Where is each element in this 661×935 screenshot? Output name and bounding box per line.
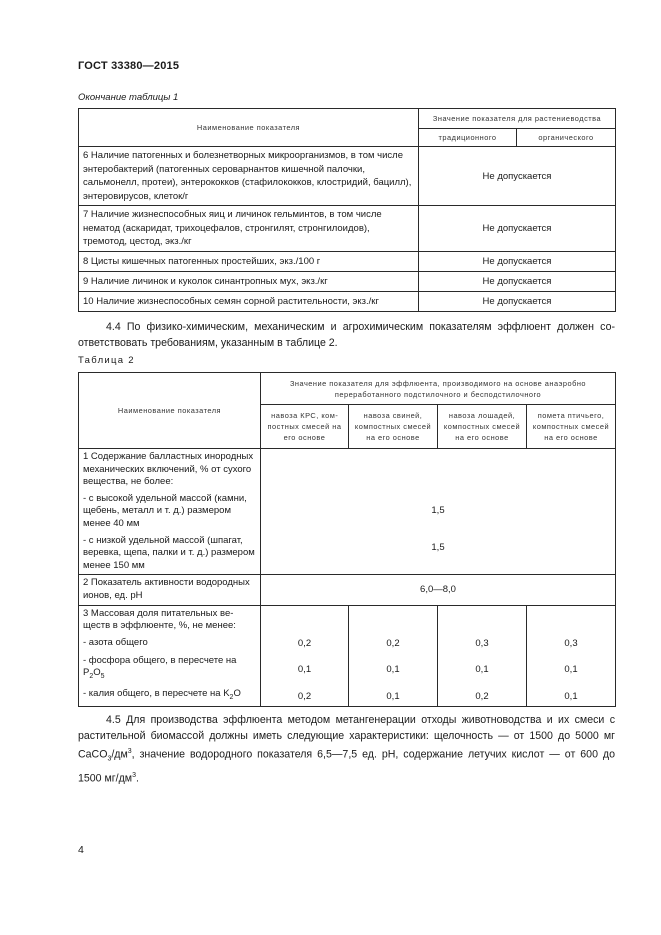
t1-row9-value: Не допускается bbox=[419, 272, 616, 292]
table2-caption: Таблица 2 bbox=[78, 355, 135, 366]
t2-row3-n-krs: 0,2 bbox=[261, 635, 349, 653]
table-1 bbox=[78, 108, 616, 312]
table-row bbox=[79, 605, 616, 635]
table-row bbox=[79, 292, 616, 312]
t2-row1-values bbox=[261, 449, 616, 575]
page-number: 4 bbox=[78, 844, 84, 856]
t1-col-org: органического bbox=[517, 129, 616, 147]
table-row bbox=[79, 653, 616, 686]
t2-row3-k-pigs: 0,1 bbox=[349, 686, 438, 707]
t2-row3-k-krs: 0,2 bbox=[261, 686, 349, 707]
paragraph-4-4: 4.4 По физико-химическим, механическим и агрохимическим показателям эффлюент должен соответствовать требованиям, указанным в таблице 2. bbox=[78, 321, 615, 349]
t2-row3-n-horses: 0,3 bbox=[438, 635, 527, 653]
t1-row7-name: 7 Наличие жизнеспособных яиц и личинок гельминтов, в том числе нематод (аскаридат, трихоцефалов, стронгилят, стронгилоидов), тремотод, цестод, экз./кг bbox=[79, 206, 419, 252]
t2-row3-p-krs: 0,1 bbox=[261, 653, 349, 686]
table-row bbox=[79, 686, 616, 707]
t1-col-group: Значение показателя для растениеводства bbox=[419, 109, 616, 129]
t2-row3-p-pigs: 0,1 bbox=[349, 653, 438, 686]
t2-row3-k-poultry: 0,1 bbox=[527, 686, 616, 707]
t2-col-name: Наименование показателя bbox=[79, 373, 261, 449]
t1-row10-name: 10 Наличие жизнеспособных семян сорной растительности, экз./кг bbox=[79, 292, 419, 312]
t2-row3-p-horses: 0,1 bbox=[438, 653, 527, 686]
table-row bbox=[79, 206, 616, 252]
t2-row2-name: 2 Показатель активности водородных ионов, ед. pH bbox=[79, 575, 261, 605]
t1-col-trad: традиционного bbox=[419, 129, 517, 147]
t2-row1-title: 1 Содержание балластных инородных механических включений, % от сухого вещества, не более: bbox=[83, 451, 254, 488]
table-row bbox=[79, 449, 616, 575]
t2-col-poultry: помета птичьего, компостных смесей на его основе bbox=[527, 405, 616, 449]
t2-col-group: Значение показателя для эффлюента, производимого на основе анаэробно переработанного подстилочного и бесподстилочного bbox=[261, 373, 616, 405]
t2-row1-name bbox=[79, 449, 261, 575]
table-row bbox=[79, 147, 616, 206]
t2-row2-value: 6,0—8,0 bbox=[261, 575, 616, 605]
t1-row6-value: Не допускается bbox=[419, 147, 616, 206]
table-row bbox=[79, 252, 616, 272]
paragraph-4-5: 4.5 Для производства эффлюента методом метангенерации отходы животноводства и их смеси с растительной биомассой должны иметь следующие характеристики: щелочность — от 1500 до 5000 мг $CaCO_3/дм^3$, значение водородного показателя 6,5—7,5 ед. pH, содержание летучих кислот — от 600 до 1500 $мг/дм^3$. bbox=[78, 714, 615, 785]
t2-row3-n-poultry: 0,3 bbox=[527, 635, 616, 653]
table-2 bbox=[78, 372, 616, 707]
t1-row7-value: Не допускается bbox=[419, 206, 616, 252]
t2-col-horses: навоза лошадей, компостных смесей на его основе bbox=[438, 405, 527, 449]
t2-row3-k-horses: 0,2 bbox=[438, 686, 527, 707]
table-row bbox=[79, 272, 616, 292]
table-row bbox=[79, 635, 616, 653]
t1-col-name: Наименование показателя bbox=[79, 109, 419, 147]
document-header: ГОСТ 33380—2015 bbox=[78, 60, 180, 72]
t2-row1-b-value: 1,5 bbox=[431, 542, 445, 553]
t1-row8-name: 8 Цисты кишечных патогенных простейших, экз./100 г bbox=[79, 252, 419, 272]
t2-row3-p-poultry: 0,1 bbox=[527, 653, 616, 686]
t2-col-pigs: навоза свиней, компостных смесей на его основе bbox=[349, 405, 438, 449]
t1-row10-value: Не допускается bbox=[419, 292, 616, 312]
t2-row1-b: - с низкой удельной массой (шпагат, веревка, щепа, палки и т. д.) размером менее 150 мм bbox=[83, 534, 255, 571]
t1-row9-name: 9 Наличие личинок и куколок синантропных мух, экз./кг bbox=[79, 272, 419, 292]
table1-caption: Окончание таблицы 1 bbox=[78, 92, 179, 103]
table-row bbox=[79, 575, 616, 605]
t2-col-krs: навоза КРС, компостных смесей на его основе bbox=[261, 405, 349, 449]
t2-row3-n-name: - азота общего bbox=[79, 635, 261, 653]
t2-row3-n-pigs: 0,2 bbox=[349, 635, 438, 653]
t2-row3-k-name: - калия общего, в пересчете на $K_2O$ bbox=[79, 686, 261, 707]
t1-row8-value: Не допускается bbox=[419, 252, 616, 272]
t1-row6-name: 6 Наличие патогенных и болезнетворных микроорганизмов, в том числе энтеробактерий (патогенных сероварнантов кишечной палочки, сальмонелл, протеи), энтерококков (стафилококков, клостридий, бацилл), энтеровирусов, клеток/г bbox=[79, 147, 419, 206]
t2-row1-a: - с высокой удельной массой (камни, щебень, металл и т. д.) размером менее 40 мм bbox=[83, 492, 247, 529]
t2-row3-title: 3 Массовая доля питательных веществ в эффлюенте, %, не менее: bbox=[79, 605, 261, 635]
t2-row3-p-name: - фосфора общего, в пересчете на $P_2O_5$ bbox=[79, 653, 261, 686]
t2-row1-a-value: 1,5 bbox=[431, 505, 445, 516]
